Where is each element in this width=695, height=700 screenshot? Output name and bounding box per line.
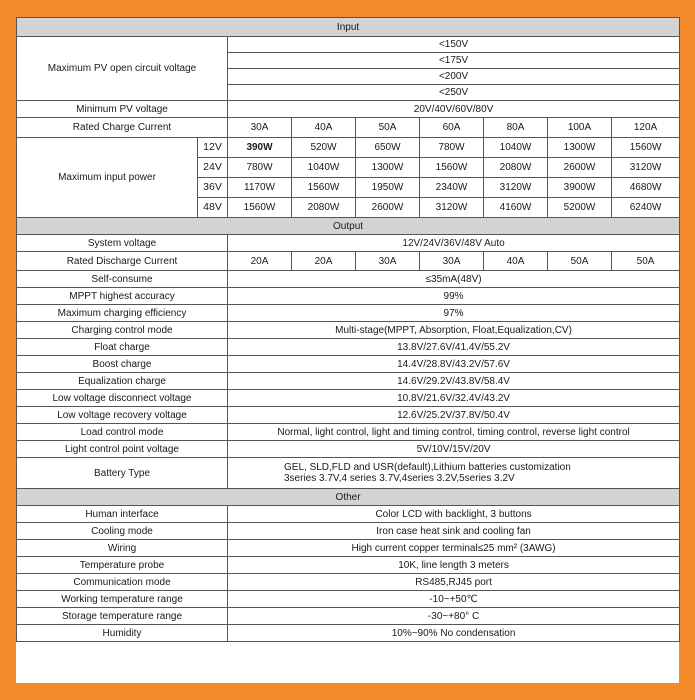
rated-discharge-current-cell: 30A <box>356 252 420 271</box>
pv-open-voltage-label: Maximum PV open circuit voltage <box>17 37 228 101</box>
max-input-power-cell: 2600W <box>356 198 420 218</box>
equalization-charge-value: 14.6V/29.2V/43.8V/58.4V <box>228 373 680 390</box>
communication-mode-label: Communication mode <box>17 574 228 591</box>
self-consume-label: Self-consume <box>17 271 228 288</box>
max-input-power-cell: 780W <box>228 158 292 178</box>
max-input-power-cell: 2080W <box>484 158 548 178</box>
rated-discharge-current-cell: 50A <box>548 252 612 271</box>
section-header-other: Other <box>17 489 680 506</box>
charging-efficiency-value: 97% <box>228 305 680 322</box>
battery-type-line: GEL, SLD,FLD and USR(default),Lithium batteries customization <box>284 462 571 473</box>
load-control-mode-label: Load control mode <box>17 424 228 441</box>
battery-type-label: Battery Type <box>17 458 228 489</box>
max-input-power-label: Maximum input power <box>17 138 198 218</box>
max-input-power-cell: 4160W <box>484 198 548 218</box>
storage-temperature-value: -30~+80° C <box>228 608 680 625</box>
low-voltage-disconnect-value: 10.8V/21.6V/32.4V/43.2V <box>228 390 680 407</box>
pv-open-value: <250V <box>228 85 680 101</box>
max-input-power-cell: 780W <box>420 138 484 158</box>
min-pv-voltage-value: 20V/40V/60V/80V <box>228 101 680 118</box>
max-input-power-cell: 2600W <box>548 158 612 178</box>
max-input-power-cell: 3900W <box>548 178 612 198</box>
rated-charge-current-cell: 30A <box>228 118 292 138</box>
cooling-mode-value: Iron case heat sink and cooling fan <box>228 523 680 540</box>
rated-charge-current-cell: 120A <box>612 118 680 138</box>
humidity-value: 10%~90% No condensation <box>228 625 680 642</box>
system-voltage-value: 12V/24V/36V/48V Auto <box>228 235 680 252</box>
max-input-power-cell: 650W <box>356 138 420 158</box>
max-input-power-cell: 3120W <box>420 198 484 218</box>
storage-temperature-label: Storage temperature range <box>17 608 228 625</box>
charging-efficiency-label: Maximum charging efficiency <box>17 305 228 322</box>
charging-control-mode-label: Charging control mode <box>17 322 228 339</box>
wiring-value: High current copper terminal≤25 mm² (3AWG) <box>228 540 680 557</box>
battery-voltage-cell: 48V <box>198 198 228 218</box>
working-temperature-label: Working temperature range <box>17 591 228 608</box>
pv-open-value: <200V <box>228 69 680 85</box>
human-interface-value: Color LCD with backlight, 3 buttons <box>228 506 680 523</box>
human-interface-label: Human interface <box>17 506 228 523</box>
max-input-power-cell: 5200W <box>548 198 612 218</box>
battery-voltage-cell: 36V <box>198 178 228 198</box>
float-charge-value: 13.8V/27.6V/41.4V/55.2V <box>228 339 680 356</box>
max-input-power-cell: 1040W <box>484 138 548 158</box>
spec-table <box>16 17 680 642</box>
battery-type-line: 3series 3.7V,4 series 3.7V,4series 3.2V,5series 3.2V <box>284 473 515 484</box>
max-input-power-cell: 1560W <box>420 158 484 178</box>
max-input-power-cell: 2080W <box>292 198 356 218</box>
rated-discharge-current-label: Rated Discharge Current <box>17 252 228 271</box>
temperature-probe-value: 10K, line length 3 meters <box>228 557 680 574</box>
spec-sheet <box>16 17 679 683</box>
cooling-mode-label: Cooling mode <box>17 523 228 540</box>
low-voltage-recovery-label: Low voltage recovery voltage <box>17 407 228 424</box>
float-charge-label: Float charge <box>17 339 228 356</box>
max-input-power-cell: 1560W <box>228 198 292 218</box>
max-input-power-cell: 6240W <box>612 198 680 218</box>
communication-mode-value: RS485,RJ45 port <box>228 574 680 591</box>
low-voltage-recovery-value: 12.6V/25.2V/37.8V/50.4V <box>228 407 680 424</box>
max-input-power-cell: 1560W <box>292 178 356 198</box>
max-input-power-cell: 1300W <box>548 138 612 158</box>
max-input-power-cell: 1170W <box>228 178 292 198</box>
equalization-charge-label: Equalization charge <box>17 373 228 390</box>
rated-charge-current-cell: 100A <box>548 118 612 138</box>
rated-charge-current-cell: 50A <box>356 118 420 138</box>
mppt-accuracy-value: 99% <box>228 288 680 305</box>
max-input-power-cell: 4680W <box>612 178 680 198</box>
rated-charge-current-cell: 80A <box>484 118 548 138</box>
rated-discharge-current-cell: 50A <box>612 252 680 271</box>
system-voltage-label: System voltage <box>17 235 228 252</box>
min-pv-voltage-label: Minimum PV voltage <box>17 101 228 118</box>
working-temperature-value: -10~+50℃ <box>228 591 680 608</box>
section-header-input: Input <box>17 18 680 37</box>
max-input-power-cell: 2340W <box>420 178 484 198</box>
max-input-power-cell: 1300W <box>356 158 420 178</box>
battery-voltage-cell: 12V <box>198 138 228 158</box>
max-input-power-cell: 520W <box>292 138 356 158</box>
pv-open-value: <175V <box>228 53 680 69</box>
battery-type-value <box>228 458 680 489</box>
pv-open-value: <150V <box>228 37 680 53</box>
rated-discharge-current-cell: 40A <box>484 252 548 271</box>
light-control-voltage-label: Light control point voltage <box>17 441 228 458</box>
mppt-accuracy-label: MPPT highest accuracy <box>17 288 228 305</box>
rated-discharge-current-cell: 30A <box>420 252 484 271</box>
boost-charge-label: Boost charge <box>17 356 228 373</box>
max-input-power-cell: 3120W <box>484 178 548 198</box>
humidity-label: Humidity <box>17 625 228 642</box>
wiring-label: Wiring <box>17 540 228 557</box>
self-consume-value: ≤35mA(48V) <box>228 271 680 288</box>
load-control-mode-value: Normal, light control, light and timing control, timing control, reverse light control <box>228 424 680 441</box>
low-voltage-disconnect-label: Low voltage disconnect voltage <box>17 390 228 407</box>
max-input-power-cell: 1950W <box>356 178 420 198</box>
max-input-power-cell: 1040W <box>292 158 356 178</box>
max-input-power-cell: 1560W <box>612 138 680 158</box>
boost-charge-value: 14.4V/28.8V/43.2V/57.6V <box>228 356 680 373</box>
charging-control-mode-value: Multi-stage(MPPT, Absorption, Float,Equalization,CV) <box>228 322 680 339</box>
rated-discharge-current-cell: 20A <box>228 252 292 271</box>
rated-charge-current-cell: 40A <box>292 118 356 138</box>
temperature-probe-label: Temperature probe <box>17 557 228 574</box>
rated-discharge-current-cell: 20A <box>292 252 356 271</box>
rated-charge-current-cell: 60A <box>420 118 484 138</box>
rated-charge-current-label: Rated Charge Current <box>17 118 228 138</box>
battery-voltage-cell: 24V <box>198 158 228 178</box>
max-input-power-cell: 3120W <box>612 158 680 178</box>
light-control-voltage-value: 5V/10V/15V/20V <box>228 441 680 458</box>
section-header-output: Output <box>17 218 680 235</box>
max-input-power-cell: 390W <box>228 138 292 158</box>
